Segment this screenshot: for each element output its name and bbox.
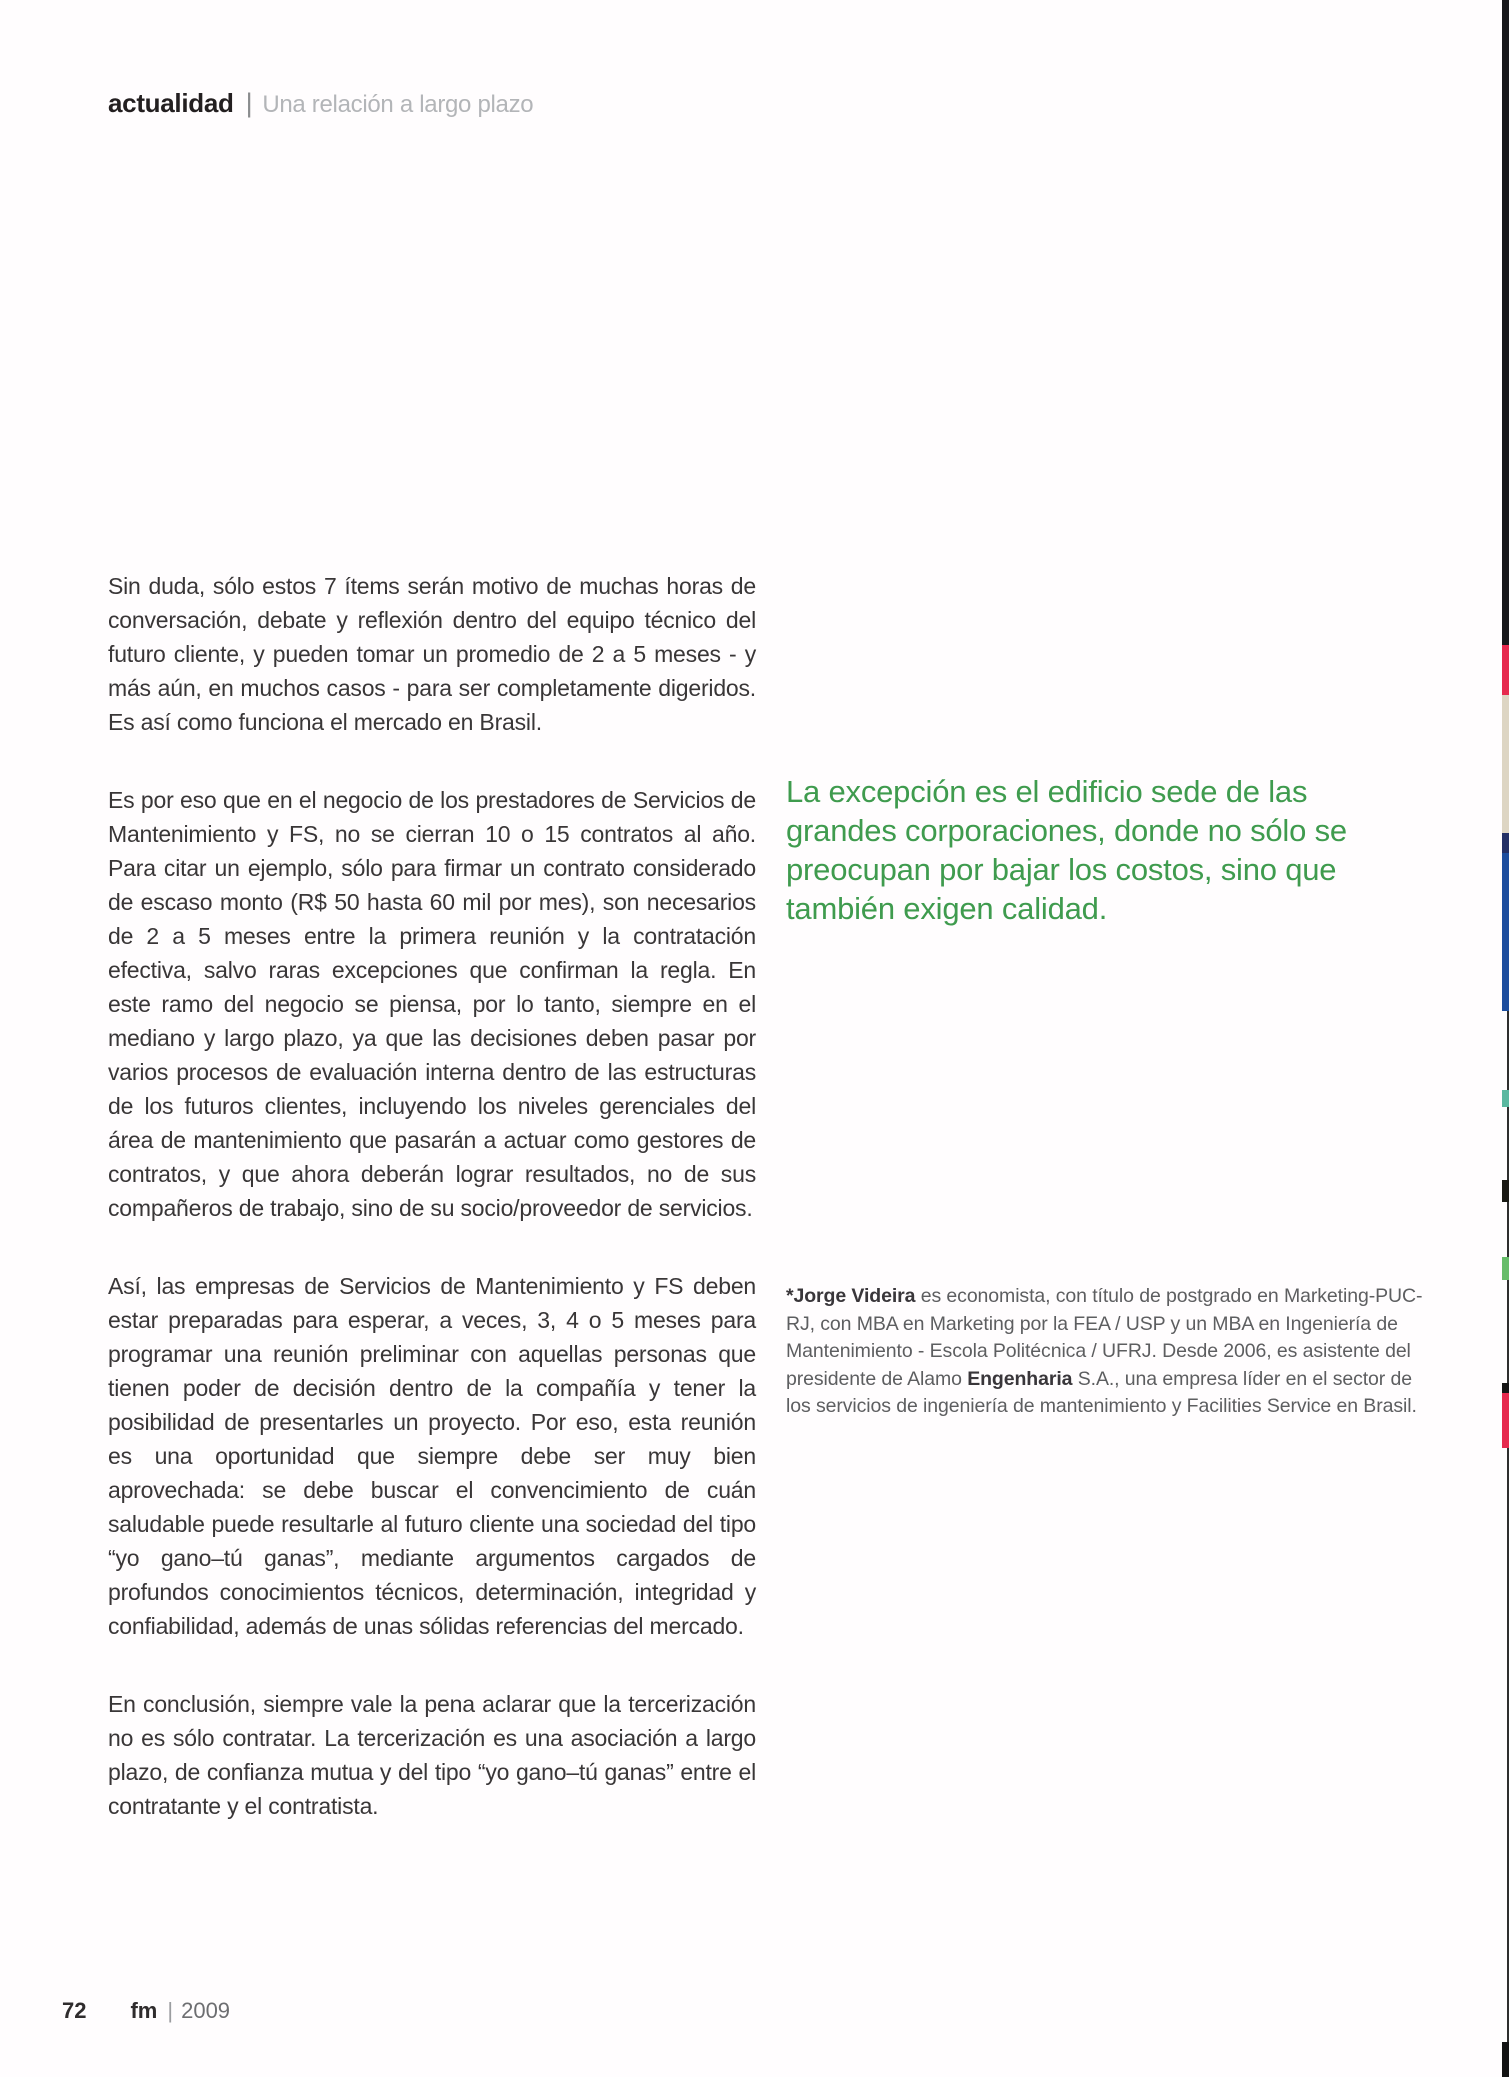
bleed-mark-black-2 xyxy=(1502,1180,1509,1202)
article-paragraph-2: Es por eso que en el negocio de los prestadores de Servicios de Mantenimiento y FS, no se cierran 10 o 15 contratos al año. Para citar un ejemplo, sólo para firmar un contrato considerado de escaso monto (R$ 50 hasta 60 mil por mes), son necesarios de 2 a 5 meses entre la primera reunión y la contratación efectiva, salvo raras excepciones que confirman la regla. En este ramo del negocio se piensa, por lo tanto, siempre en el mediano y largo plazo, ya que las decisiones deben pasar por varios procesos de evaluación interna dentro de las estructuras de los futuros clientes, incluyendo los niveles gerenciales del área de mantenimiento que pasarán a actuar como gestores de contratos, y que ahora deberán lograr resultados, no de sus compañeros de trabajo, sino de su socio/proveedor de servicios. xyxy=(108,787,756,1221)
page-footer xyxy=(62,1998,230,2024)
bleed-mark-black-bottom xyxy=(1502,2042,1509,2077)
bleed-mark-navy xyxy=(1502,833,1509,853)
bleed-mark-green xyxy=(1502,1257,1509,1280)
bleed-mark-red-2 xyxy=(1502,1393,1509,1448)
author-name: *Jorge Videira xyxy=(786,1285,916,1307)
article-paragraph-3: Así, las empresas de Servicios de Mantenimiento y FS deben estar preparadas para esperar, a veces, 3, 4 o 5 meses para programar una reunión preliminar con aquellas personas que tienen poder de decisión dentro de la compañía y tener la posibilidad de presentarles un proyecto. Por eso, esta reunión es una oportunidad que siempre debe ser muy bien aprovechada: se debe buscar el convencimiento de cuán saludable puede resultarle al futuro cliente una sociedad del tipo “yo gano–tú ganas”, mediante argumentos cargados de profundos conocimientos técnicos, determinación, integridad y confiabilidad, además de unas sólidas referencias del mercado. xyxy=(108,1273,756,1639)
header-separator: | xyxy=(245,88,253,118)
company-name: Engenharia xyxy=(967,1367,1073,1390)
bleed-mark-black-top xyxy=(1502,0,1509,645)
section-label: actualidad xyxy=(108,88,234,118)
bleed-mark-beige xyxy=(1502,695,1509,833)
print-bleed-marks xyxy=(1501,0,1509,2077)
pull-quote: La excepción es el edificio sede de las grandes corporaciones, donde no sólo se preocupan por bajar los costos, sino que también exigen calidad. xyxy=(786,774,1347,926)
article-paragraph-4: En conclusión, siempre vale la pena aclarar que la tercerización no es sólo contratar. La tercerización es una asociación a largo plazo, de confianza mutua y del tipo “yo gano–tú ganas” entre el contratante y el contratista. xyxy=(108,1691,756,1819)
footer-separator: | xyxy=(167,1998,174,2023)
footer-year: 2009 xyxy=(181,1998,231,2023)
bleed-mark-black-3 xyxy=(1502,1383,1509,1393)
article-kicker: Una relación a largo plazo xyxy=(262,91,534,118)
bleed-mark-blue xyxy=(1502,853,1509,1011)
bio-text-1: es economista, con título de postgrado en Marketing-PUC-RJ, con MBA en Marketing por la FEA / USP y un MBA en Ingeniería de Mantenimiento - Escola Politécnica / UFRJ. Desde 2006, es asistente del presidente de Alamo xyxy=(786,1285,1423,1390)
bleed-mark-red-1 xyxy=(1502,645,1509,695)
magazine-name: fm xyxy=(130,1998,158,2023)
author-bio xyxy=(786,1283,1434,1421)
bleed-mark-teal xyxy=(1502,1090,1509,1107)
bio-text-2: S.A., una empresa líder en el sector de los servicios de ingeniería de mantenimiento y Facilities Service en Brasil. xyxy=(786,1367,1417,1417)
page-number: 72 xyxy=(62,1998,87,2023)
article-body xyxy=(108,569,756,1867)
article-paragraph-1: Sin duda, sólo estos 7 ítems serán motivo de muchas horas de conversación, debate y reflexión dentro del equipo técnico del futuro cliente, y pueden tomar un promedio de 2 a 5 meses - y más aún, en muchos casos - para ser completamente digeridos. Es así como funciona el mercado en Brasil. xyxy=(108,573,756,735)
page-header xyxy=(108,88,533,119)
